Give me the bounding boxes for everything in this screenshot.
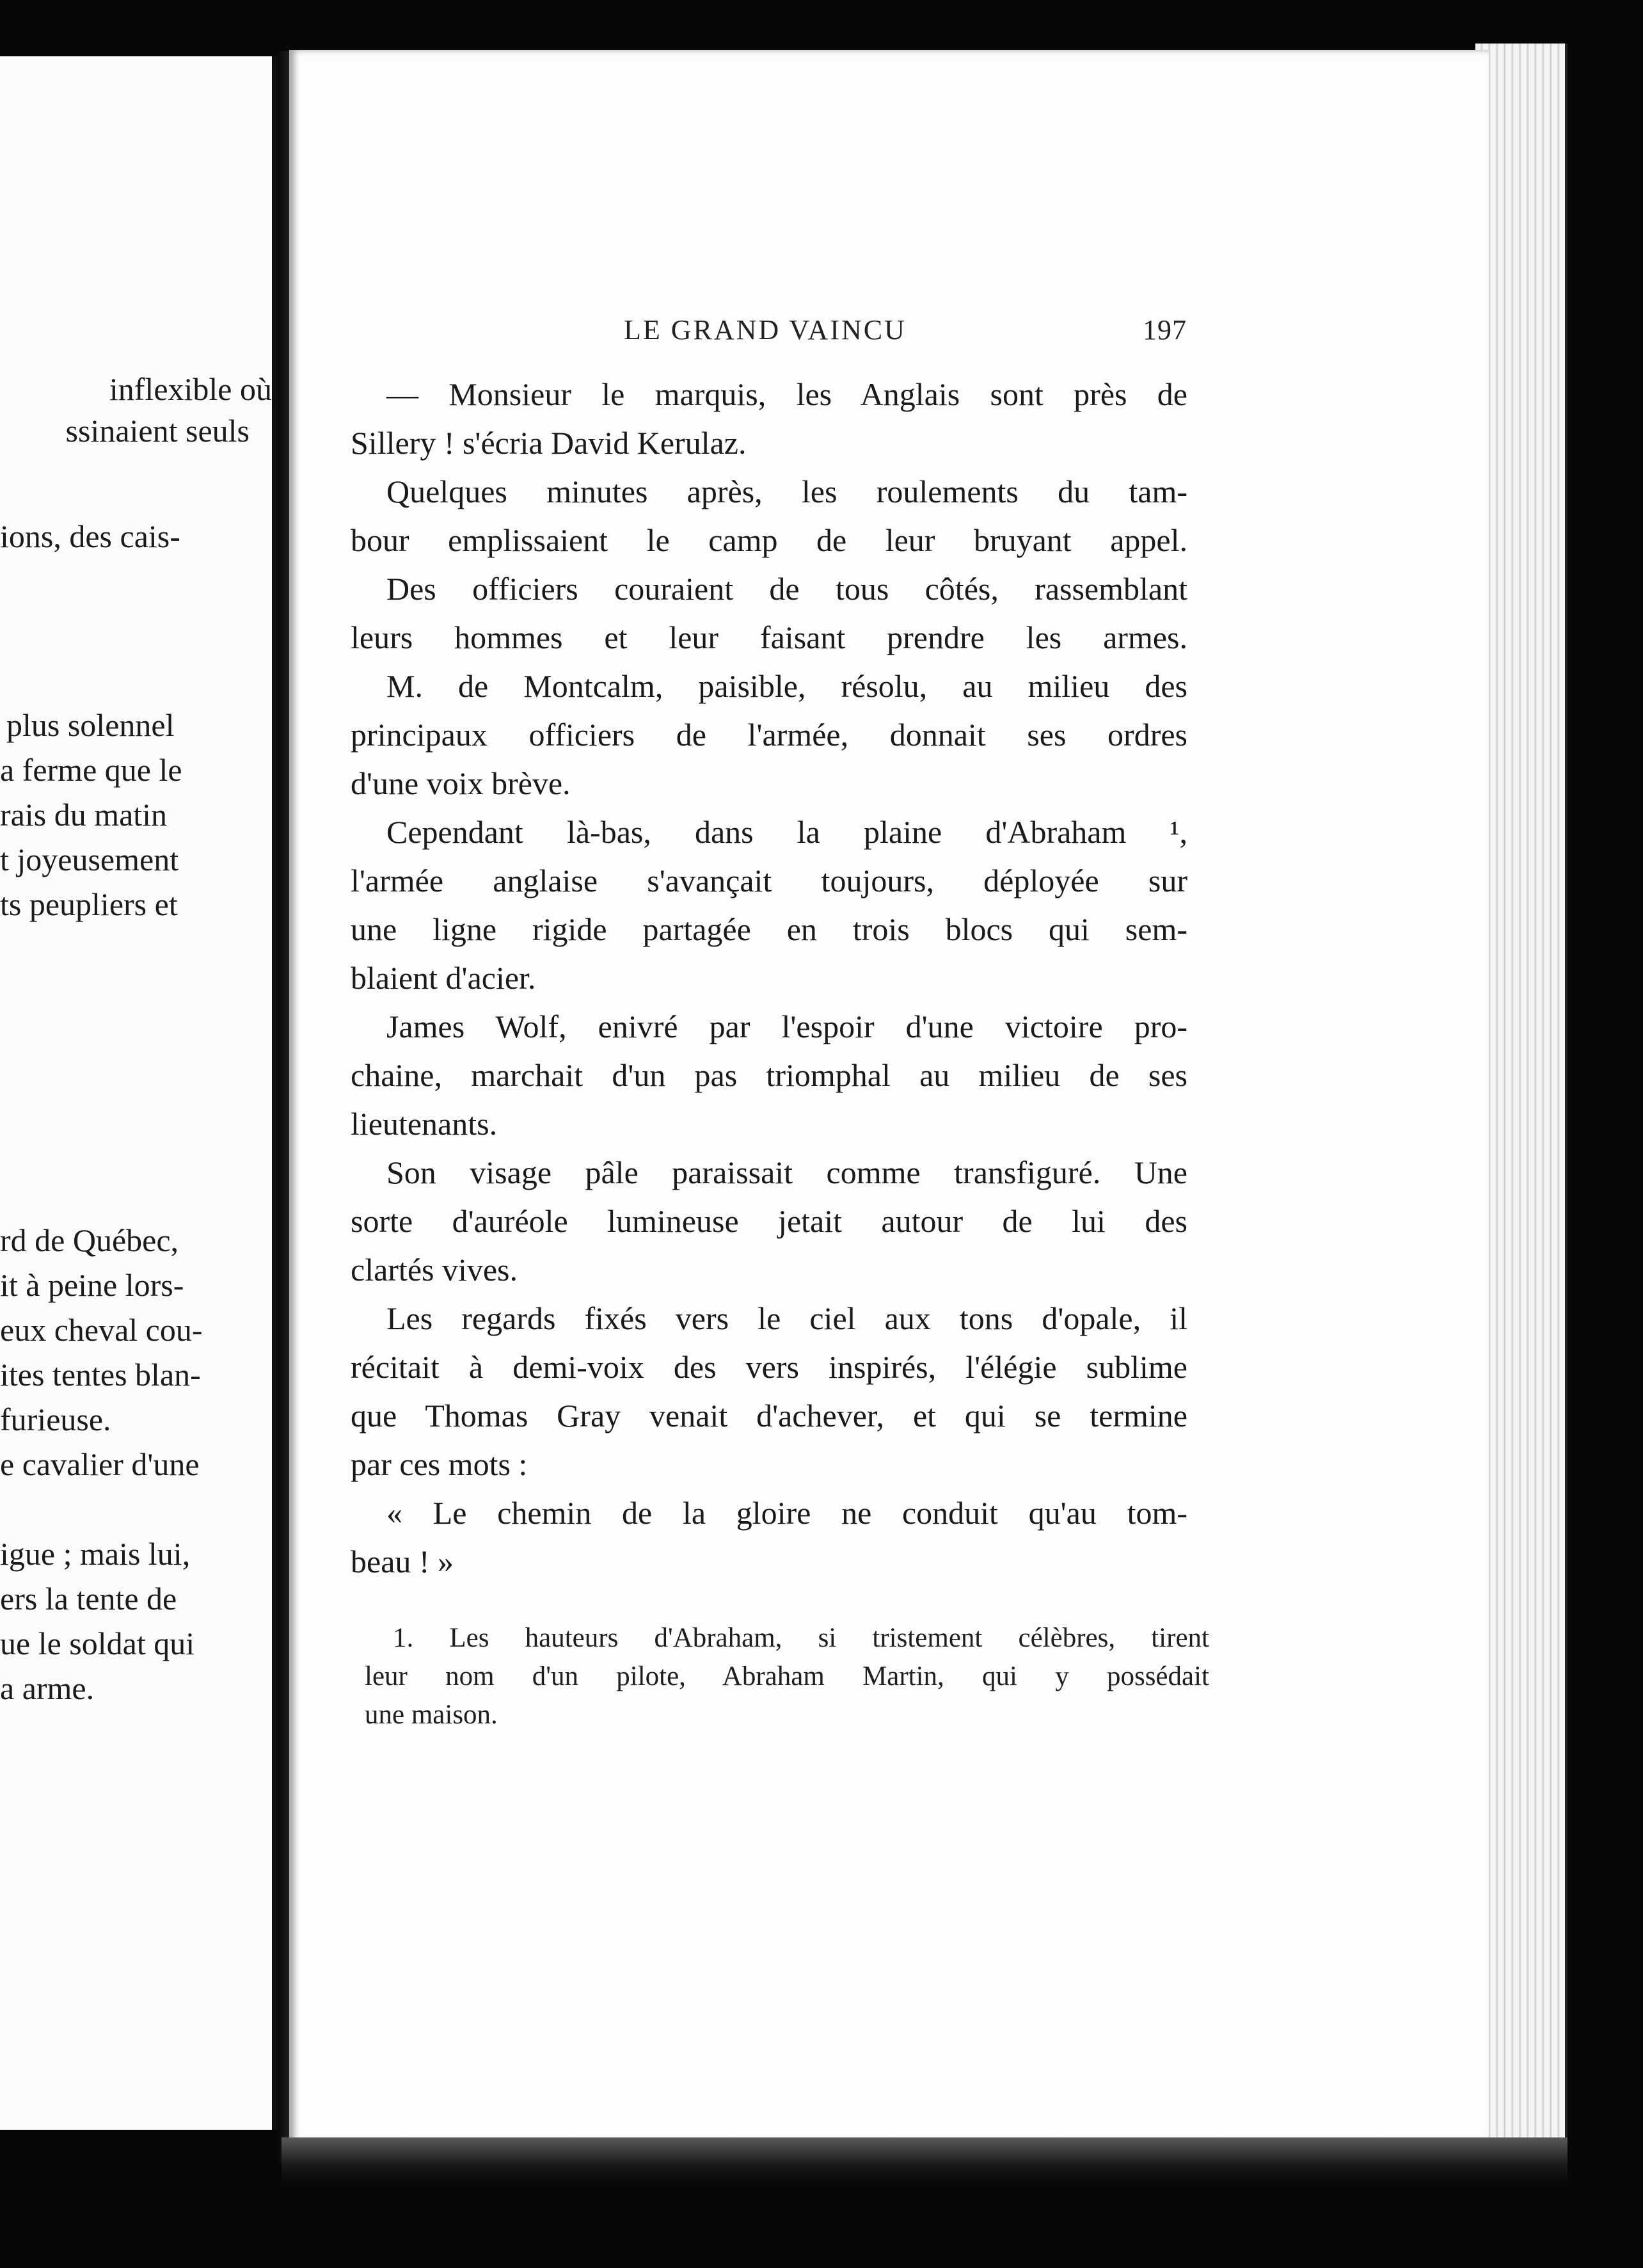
text-line: chaine, marchait d'un pas triomphal au milieu de ses [351, 1057, 1187, 1093]
left-page-line: eux cheval cou- [0, 1312, 203, 1348]
text-line: M. de Montcalm, paisible, résolu, au milieu des [386, 668, 1187, 704]
footnote [365, 1619, 1209, 1734]
text-line: Son visage pâle paraissait comme transfiguré. Une [386, 1154, 1187, 1190]
text-line: « Le chemin de la gloire ne conduit qu'au tom- [386, 1495, 1187, 1531]
text-line: que Thomas Gray venait d'achever, et qui se termine [351, 1398, 1187, 1433]
left-page-line: t joyeusement [0, 842, 179, 877]
text-line: sorte d'auréole lumineuse jetait autour de lui des [351, 1203, 1187, 1239]
left-page-line: furieuse. [0, 1402, 111, 1437]
text-line: une ligne rigide partagée en trois blocs qui sem- [351, 911, 1187, 947]
page-number: 197 [1143, 314, 1187, 346]
text-line: bour emplissaient le camp de leur bruyant appel. [351, 522, 1187, 558]
facing-page-left [0, 56, 278, 2130]
page-edges [1475, 44, 1568, 2149]
text-line: leurs hommes et leur faisant prendre les armes. [351, 619, 1187, 655]
text-line: clartés vives. [351, 1252, 518, 1288]
left-page-line: a ferme que le [0, 752, 182, 788]
text-line: principaux officiers de l'armée, donnait ses ordres [351, 717, 1187, 753]
left-page-line: ers la tente de [0, 1581, 177, 1617]
left-page-line: ue le soldat qui [0, 1625, 195, 1661]
text-line: Cependant là-bas, dans la plaine d'Abraham ¹, [386, 814, 1187, 850]
body-text [351, 370, 1187, 1586]
left-page-line: e cavalier d'une [0, 1446, 200, 1482]
left-page-line: igue ; mais lui, [0, 1536, 191, 1572]
text-line: Sillery ! s'écria David Kerulaz. [351, 425, 747, 461]
text-line: lieutenants. [351, 1106, 498, 1142]
left-page-line: ssinaient seuls [65, 413, 250, 449]
left-page-line: ites tentes blan- [0, 1357, 201, 1393]
left-page-line: rais du matin [0, 797, 168, 833]
text-line: d'une voix brève. [351, 765, 571, 801]
footnote-line: 1. Les hauteurs d'Abraham, si tristement célèbres, tirent [393, 1623, 1209, 1653]
text-line: Les regards fixés vers le ciel aux tons d'opale, il [386, 1300, 1187, 1336]
text-line: récitait à demi-voix des vers inspirés, l'élégie sublime [351, 1349, 1187, 1385]
running-header [624, 314, 1187, 352]
left-page-line: it à peine lors- [0, 1267, 184, 1303]
left-page-line: ts peupliers et [0, 886, 178, 922]
text-line: blaient d'acier. [351, 960, 536, 996]
left-page-line: plus solennel [6, 707, 175, 743]
text-line: — Monsieur le marquis, les Anglais sont près de [386, 376, 1187, 412]
footnote-line: une maison. [365, 1700, 498, 1730]
left-page-line: rd de Québec, [0, 1222, 179, 1258]
page-bottom-shadow [282, 2137, 1568, 2182]
text-line: Quelques minutes après, les roulements du tam- [386, 474, 1187, 509]
text-line: par ces mots : [351, 1446, 528, 1482]
text-line: l'armée anglaise s'avançait toujours, déployée sur [351, 863, 1187, 898]
left-page-line: inflexible où [109, 371, 272, 407]
text-line: Des officiers couraient de tous côtés, rassemblant [386, 571, 1187, 607]
running-title: LE GRAND VAINCU [624, 314, 907, 346]
text-line: James Wolf, enivré par l'espoir d'une victoire pro- [386, 1009, 1187, 1044]
text-line: beau ! » [351, 1544, 454, 1579]
left-page-line: a arme. [0, 1670, 95, 1706]
footnote-line: leur nom d'un pilote, Abraham Martin, qui y possédait [365, 1661, 1209, 1691]
left-page-line: ions, des cais- [0, 518, 180, 554]
